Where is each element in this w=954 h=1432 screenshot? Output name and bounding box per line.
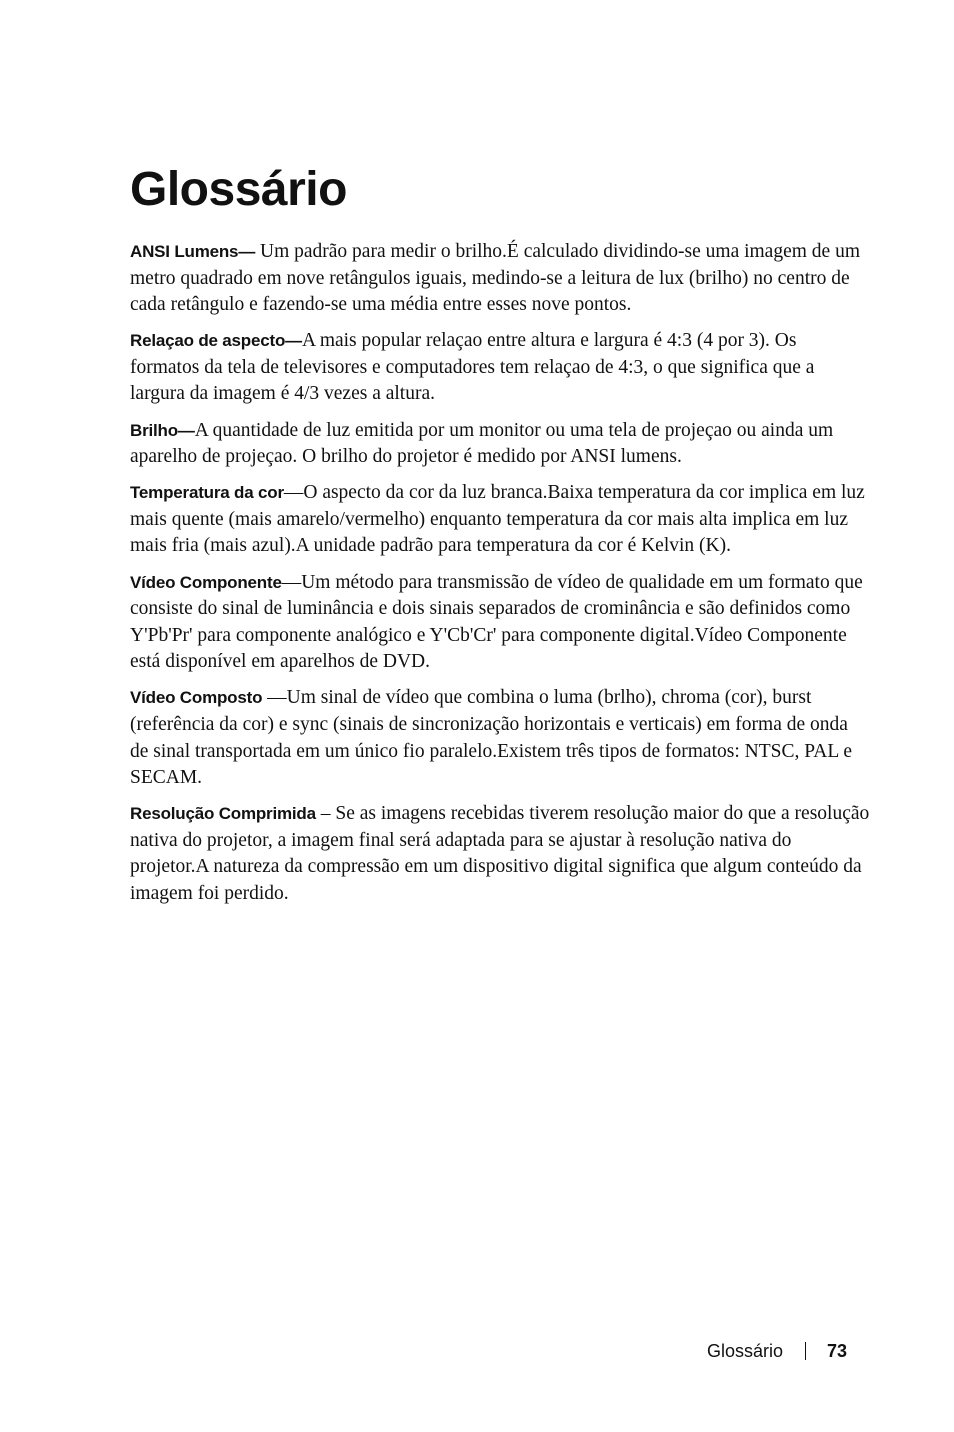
glossary-definition: —Um sinal de vídeo que combina o luma (brlho), chroma (cor), burst (referência da cor) e sync (sinais de sincronização horizontais e verticais) em forma de onda de sinal transportada em um único fio paralelo.Existem três tipos de formatos: NTSC, PAL e SECAM.	[130, 687, 853, 789]
glossary-term: Vídeo Composto	[130, 688, 263, 708]
footer-section-title: Glossário	[706, 1341, 783, 1361]
glossary-definition: —O aspecto da cor da luz branca.Baixa temperatura da cor implica em luz mais quente (mais amarelo/vermelho) enquanto temperatura da cor mais alta implica em luz mais fria (mais azul).A unidade padrão para temperatura da cor é Kelvin (K).	[130, 482, 865, 557]
page-footer	[707, 1338, 847, 1364]
glossary-entry-temperatura-da-cor	[130, 480, 870, 560]
glossary-entry-video-componente	[130, 570, 870, 676]
glossary-entry-video-composto	[130, 685, 870, 791]
glossary-term: Brilho—	[130, 420, 195, 440]
glossary-term: Resolução Comprimida	[130, 804, 316, 824]
glossary-definition: A quantidade de luz emitida por um monitor ou uma tela de projeçao ou ainda um aparelho de projeçao. O brilho do projetor é medido por ANSI lumens.	[130, 419, 834, 468]
glossary-entry-relacao-de-aspecto	[130, 328, 870, 408]
glossary-entry-resolucao-comprimida	[130, 801, 870, 907]
glossary-definition: —Um método para transmissão de vídeo de qualidade em um formato que consiste do sinal de luminância e dois sinais separados de crominância e são definidos como Y'Pb'Pr' para componente analógico e Y'Cb'Cr' para componente digital.Vídeo Componente está disponível em aparelhos de DVD.	[130, 571, 863, 673]
glossary-entry-brilho	[130, 418, 870, 471]
glossary-definition: – Se as imagens recebidas tiverem resolução maior do que a resolução nativa do projetor, a imagem final será adaptada para se ajustar à resolução nativa do projetor.A natureza da compressão em um dispositivo digital significa que algum conteúdo da imagem foi perdido.	[130, 803, 870, 905]
glossary-term: Temperatura da cor	[130, 483, 284, 503]
glossary-definition: A mais popular relaçao entre altura e largura é 4:3 (4 por 3). Os formatos da tela de televisores e computadores tem relaçao de 4:3, o que significa que a largura da imagem é 4/3 vezes a altura.	[130, 330, 815, 405]
page-title: Glossário	[130, 163, 347, 216]
page-number: 73	[826, 1341, 847, 1361]
glossary-definition: Um padrão para medir o brilho.É calculado dividindo-se uma imagem de um metro quadrado em nove retângulos iguais, medindo-se a leitura de lux (brilho) no centro de cada retângulo e fazendo-se uma média entre esses nove pontos.	[130, 241, 860, 316]
glossary-term: Relaçao de aspecto—	[130, 331, 302, 351]
glossary-term: Vídeo Componente	[130, 572, 282, 592]
glossary-term: ANSI Lumens—	[130, 242, 256, 261]
footer-divider	[805, 1342, 806, 1360]
glossary-entry-ansi-lumens	[130, 239, 870, 319]
glossary-list	[130, 239, 870, 917]
